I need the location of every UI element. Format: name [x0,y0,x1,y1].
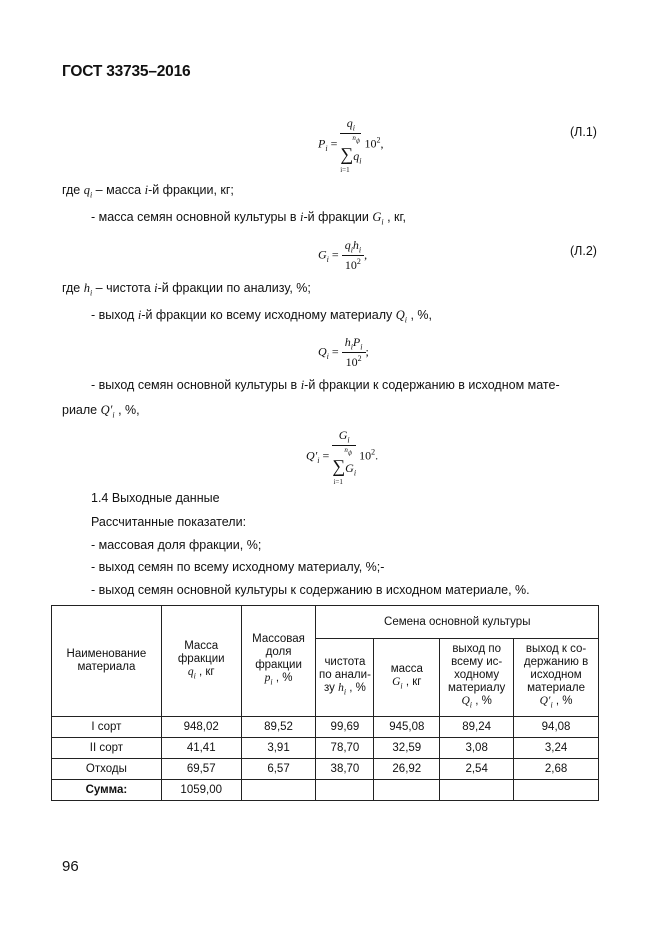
text-span: где [62,281,84,295]
document-id: ГОСТ 33735–2016 [62,63,191,80]
formula-sub: i [347,435,350,445]
formula-sub: i [325,144,328,154]
results-table [51,605,599,801]
formula-l2: $G_i$ = $\frac{q_ih_i}{10^2}$ , [318,238,368,273]
math-var: p [264,672,271,685]
math-sub: i [112,410,115,420]
header-text: , кг [195,665,215,678]
header-text: держанию в [523,656,589,669]
table-row [52,717,599,738]
math-sub: i [89,190,93,200]
header-yield-total [440,639,514,717]
where-q-line [62,183,234,200]
formula-sub: i [358,245,362,255]
math-sub: i [270,677,273,687]
formula-var: h [352,238,359,252]
bullet-mass-share: - массовая доля фракции, %; [91,538,262,552]
math-var: i [300,378,305,392]
header-text: фракции [255,659,302,672]
formula-q-prime: $Q'_i$ = $G_i$ $n_ф$ $\sum G_i$ i=1 $10^2$. [306,428,379,486]
header-text: зу [323,682,339,695]
table-cell: 2,54 [440,759,514,780]
formula-sub: i [359,156,362,166]
formula-exp: 2 [371,447,376,457]
table-cell: 1059,00 [161,780,241,801]
seed-yield-line-cont [62,403,140,420]
table-cell: 2,68 [514,759,599,780]
header-text: материалу [448,682,506,695]
table-cell: 3,24 [514,738,599,759]
formula-var: G [338,428,348,442]
formula-var: P [352,335,361,349]
formula-var: q [353,149,360,164]
formula-l1: $P_i$ = $q_i$ $n_ф$ $\sum q_i$ i=1 $10^2$, [318,116,384,174]
formula-exp: 2 [376,135,381,145]
formula-var: P [318,136,326,151]
equation-number-l2: (Л.2) [570,244,597,258]
fraction-yield-line [91,308,432,325]
header-text: фракции [177,652,225,665]
header-text: выход по [452,643,501,656]
formula-punct: ; [365,344,369,359]
header-text: выход к со- [525,643,587,656]
header-text: , % [346,682,366,695]
table-cell [241,780,316,801]
header-mass [161,606,241,717]
page-number: 96 [62,858,79,875]
header-share [241,606,316,717]
header-text: Масса [184,639,219,652]
math-var: G [372,210,382,224]
table-cell: 94,08 [514,717,599,738]
text-span: -й фракции к содержанию в исходном мате- [304,378,560,392]
text-span: , %, [114,403,140,417]
table-cell [316,780,374,801]
math-var: i [137,308,142,322]
text-span: , %, [406,308,432,322]
header-text: материале [527,682,585,695]
table-row [52,738,599,759]
formula-var: q [346,116,353,130]
table-cell: Отходы [52,759,162,780]
text-span: , кг, [383,210,406,224]
header-group: Семена основной культуры [316,606,599,639]
table-cell: 3,91 [241,738,316,759]
header-text: , % [272,672,293,685]
header-text: доля [265,646,292,659]
section-title: 1.4 Выходные данные [91,491,220,505]
header-text: , кг [402,675,422,688]
formula-exp: 2 [357,354,362,364]
formula-sub: i [350,342,353,352]
bullet-seed-yield: - выход семян по всему исходному материалу, %;- [91,560,385,574]
formula-sub: i [326,351,329,361]
formula-sub: i [317,456,320,466]
table-row-total [52,780,599,801]
math-sub: i [343,687,347,697]
table-cell: 6,57 [241,759,316,780]
table-cell [374,780,440,801]
text-span: - масса семян основной культуры в [91,210,300,224]
math-var: h [338,682,344,695]
formula-var: G [318,247,327,262]
table-cell: 99,69 [316,717,374,738]
table-row [52,759,599,780]
table-cell: 26,92 [374,759,440,780]
table-cell: I сорт [52,717,162,738]
math-var: Q′ [100,403,113,417]
header-text: всему ис- [451,656,503,669]
table-cell: 948,02 [161,717,241,738]
formula-term: 10 [344,258,357,273]
where-h-line [62,281,311,298]
formula-punct: , [364,247,368,262]
text-span: -й фракции [303,210,373,224]
header-name: Наименование материала [52,606,162,717]
text-span: риале [62,403,101,417]
math-var: q [83,183,90,197]
formula-sub: i [352,123,356,133]
math-var: Q [461,695,470,708]
table-cell: 3,08 [440,738,514,759]
text-span: - выход семян основной культуры в [91,378,301,392]
formula-sub: ф [347,450,353,457]
math-sub: i [381,217,384,227]
formula-sub: i [360,342,363,352]
formula-term: 10 [359,448,372,463]
math-var: i [144,183,149,197]
table-cell: Сумма: [52,780,162,801]
table-cell: 38,70 [316,759,374,780]
header-seed-mass [374,639,440,717]
seed-mass-line [91,210,406,227]
math-sub: i [400,681,403,691]
table-cell: 41,41 [161,738,241,759]
equation-number-l1: (Л.1) [570,125,597,139]
formula-exp: 2 [356,257,361,267]
text-span: -й фракции, кг; [148,183,234,197]
header-text: ходному [454,669,500,682]
math-var: h [83,281,90,295]
formula-punct: , [380,136,384,151]
math-var: i [299,210,304,224]
math-sub: i [469,700,473,710]
header-text: , % [472,695,492,708]
table-cell: II сорт [52,738,162,759]
text-span: где [62,183,84,197]
formula-var: Q [318,344,327,359]
bullet-main-crop-yield: - выход семян основной культуры к содержанию в исходном материале, %. [91,583,530,597]
formula-sub: ф [355,138,361,145]
formula-q: $Q_i$ = $\frac{h_iP_i}{10^2}$ ; [318,335,369,370]
text-span: -й фракции ко всему исходному материалу [141,308,396,322]
formula-sum-bottom: i=1 [340,165,350,174]
header-yield-content [514,639,599,717]
formula-var: Q′ [306,448,318,463]
formula-sum-top: n [352,134,356,143]
header-text: чистота [324,656,366,669]
math-sub: i [404,315,407,325]
formula-sub: i [326,254,329,264]
table-cell: 945,08 [374,717,440,738]
header-text: Массовая [252,633,305,646]
math-sub: i [89,288,93,298]
text-span: – чистота [92,281,155,295]
table-cell: 32,59 [374,738,440,759]
text-span: – масса [92,183,145,197]
formula-punct: . [375,448,379,463]
formula-term: 10 [345,355,358,370]
math-var: G [392,675,401,688]
header-text: исходном [530,669,582,682]
formula-term: 10 [364,136,377,151]
seed-yield-line [91,378,560,393]
calculated-indicators: Рассчитанные показатели: [91,515,247,529]
table-cell: 78,70 [316,738,374,759]
math-var: q [187,665,194,678]
header-text: масса [390,662,423,675]
table-cell: 89,24 [440,717,514,738]
header-text: по анали- [318,669,371,682]
formula-var: q [344,238,351,252]
text-span: -й фракции по анализу, %; [157,281,311,295]
table-cell: 89,52 [241,717,316,738]
table-cell [514,780,599,801]
table-cell [440,780,514,801]
formula-sum-bottom: i=1 [333,477,343,486]
math-sub: i [193,671,196,681]
formula-sum-top: n [344,446,348,455]
formula-var: h [344,335,351,349]
math-var: Q′ [539,695,551,708]
math-sub: i [550,700,553,710]
formula-sub: i [353,468,357,478]
text-span: - выход [91,308,138,322]
formula-sub: i [350,245,353,255]
math-var: Q [395,308,405,322]
header-text: , % [552,695,573,708]
formula-var: G [345,461,354,476]
table-cell: 69,57 [161,759,241,780]
math-var: i [154,281,158,295]
header-purity [316,639,374,717]
